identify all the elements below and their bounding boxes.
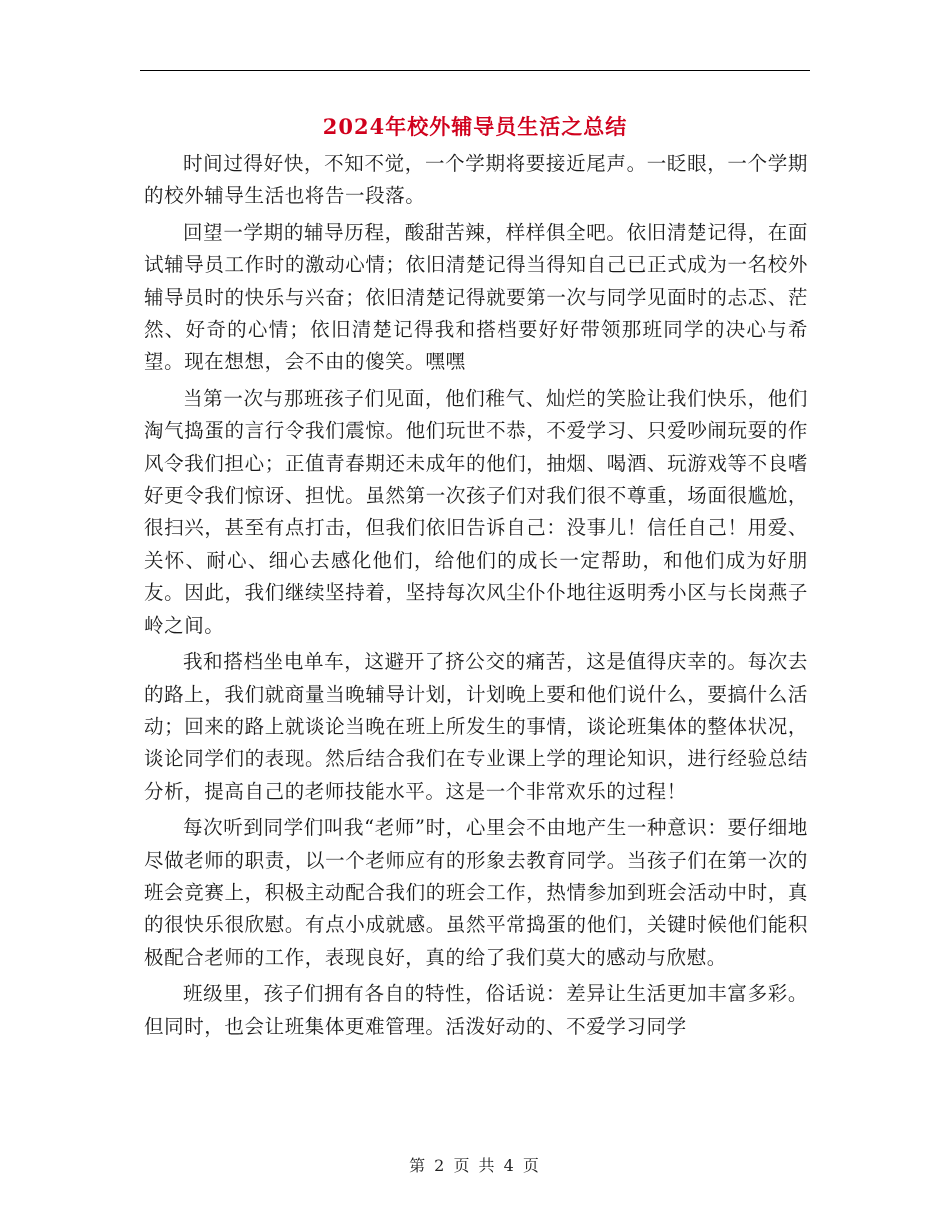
paragraph-5: 每次听到同学们叫我“老师”时，心里会不由地产生一种意识：要仔细地尽做老师的职责，以一个老师应有的形象去教育同学。当孩子们在第一次的班会竞赛上，积极主动配合我们的班会工作，热情参加到班会活动中时，真的很快乐很欣慰。有点小成就感。虽然平常捣蛋的他们，关键时候他们能积极配合老师的工作，表现良好，真的给了我们莫大的感动与欣慰。: [144, 816, 808, 969]
paragraph-4: 我和搭档坐电单车，这避开了挤公交的痛苦，这是值得庆幸的。每次去的路上，我们就商量当晚辅导计划，计划晚上要和他们说什么，要搞什么活动；回来的路上就谈论当晚在班上所发生的事情，谈论班集体的整体状况，谈论同学们的表现。然后结合我们在专业课上学的理论知识，进行经验总结分析，提高自己的老师技能水平。这是一个非常欢乐的过程！: [144, 650, 808, 803]
paragraph-2: 回望一学期的辅导历程，酸甜苦辣，样样俱全吧。依旧清楚记得，在面试辅导员工作时的激动心情；依旧清楚记得当得知自己已正式成为一名校外辅导员时的快乐与兴奋；依旧清楚记得就要第一次与同学见面时的忐忑、茫然、好奇的心情；依旧清楚记得我和搭档要好好带领那班同学的决心与希望。现在想想，会不由的傻笑。嘿嘿: [144, 220, 808, 374]
paragraph-1: 时间过得好快，不知不觉，一个学期将要接近尾声。一眨眼，一个学期的校外辅导生活也将告一段落。: [144, 152, 808, 208]
paragraph-3: 当第一次与那班孩子们见面，他们稚气、灿烂的笑脸让我们快乐，他们淘气捣蛋的言行令我们震惊。他们玩世不恭，不爱学习、只爱吵闹玩耍的作风令我们担心；正值青春期还未成年的他们，抽烟、喝酒、玩游戏等不良嗜好更令我们惊讶、担忧。虽然第一次孩子们对我们很不尊重，场面很尴尬，很扫兴，甚至有点打击，但我们依旧告诉自己：没事儿！信任自己！用爱、关怀、耐心、细心去感化他们，给他们的成长一定帮助，和他们成为好朋友。因此，我们继续坚持着，坚持每次风尘仆仆地往返明秀小区与长岗燕子岭之间。: [144, 386, 808, 637]
document-body: [144, 148, 808, 1047]
header-rule: [140, 70, 810, 71]
paragraph-6: 班级里，孩子们拥有各自的特性，俗话说：差异让生活更加丰富多彩。但同时，也会让班集体更难管理。活泼好动的、不爱学习同学: [144, 982, 808, 1038]
document-title: 2024年校外辅导员生活之总结: [322, 114, 628, 139]
page-number-footer: 第 2 页 共 4 页: [409, 1156, 541, 1175]
